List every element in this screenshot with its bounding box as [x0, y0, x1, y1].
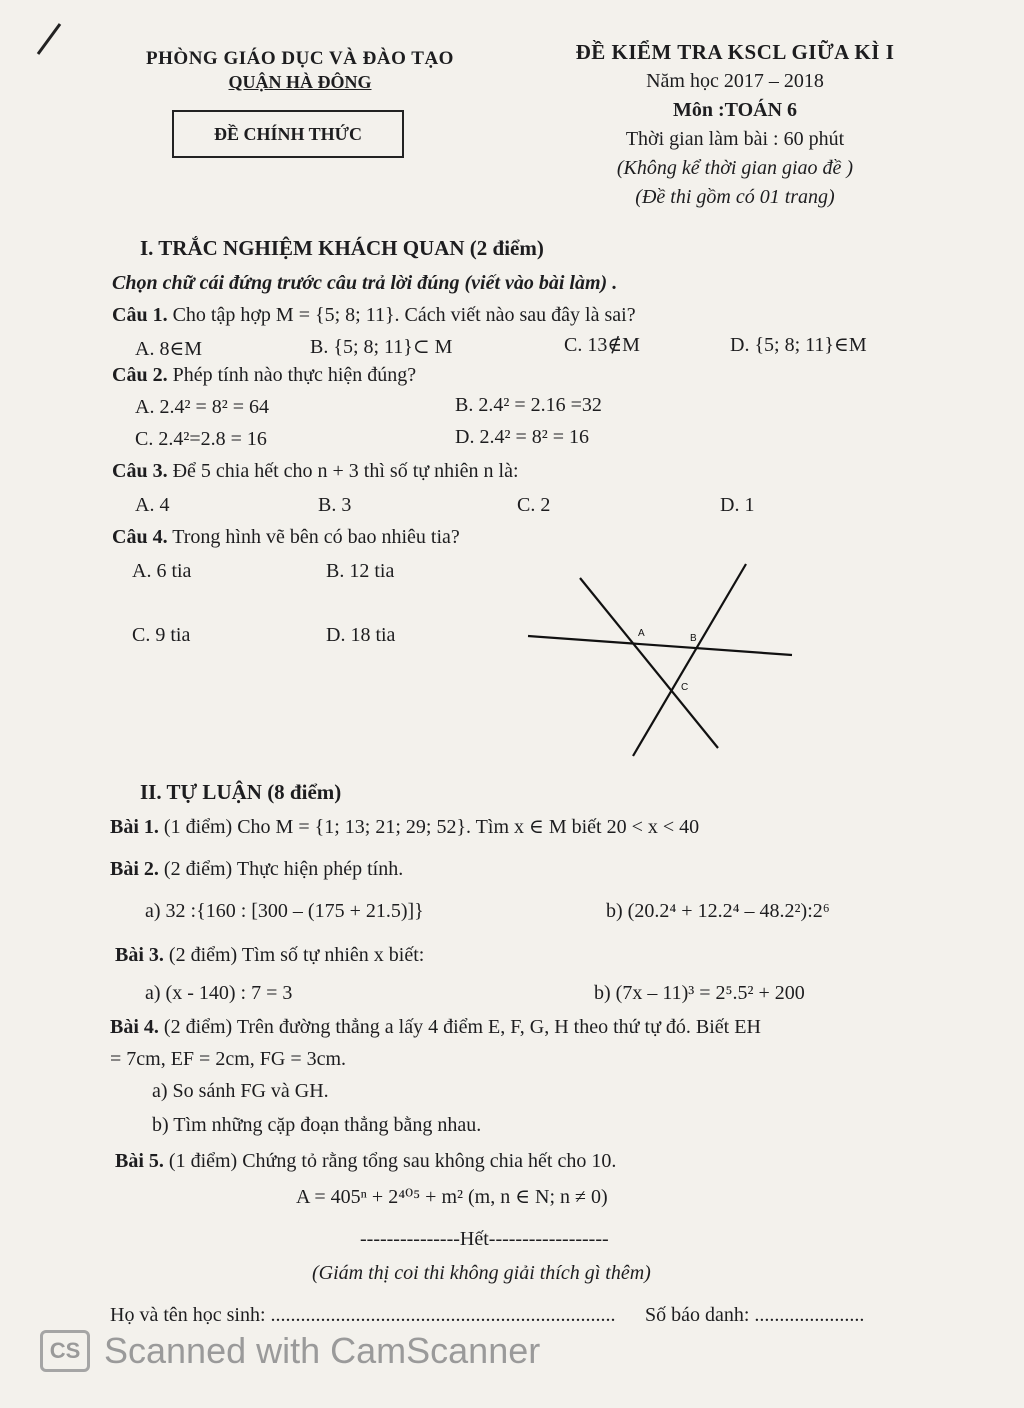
- end-marker: ---------------Hết------------------: [360, 1228, 609, 1250]
- exercise-3a: a) (x - 140) : 7 = 3: [145, 982, 293, 1004]
- exercise-4: [110, 1016, 761, 1039]
- q1-option-d: D. {5; 8; 11}∈M: [730, 334, 867, 356]
- exercise-5-formula: A = 405ⁿ + 2⁴⁰⁵ + m² (m, n ∈ N; n ≠ 0): [296, 1186, 608, 1208]
- q3-option-b: B. 3: [318, 494, 352, 516]
- official-exam-box: ĐỀ CHÍNH THỨC: [172, 110, 404, 158]
- exam-title: ĐỀ KIỂM TRA KSCL GIỮA KÌ I: [575, 40, 895, 64]
- exercise-text: (1 điểm) Chứng tỏ rằng tổng sau không chia hết cho 10.: [163, 1150, 617, 1172]
- exercise-4a: a) So sánh FG và GH.: [152, 1080, 329, 1102]
- q1-option-a: A. 8∈M: [135, 338, 203, 360]
- q1-option-b: B. {5; 8; 11}⊂ M: [310, 336, 453, 358]
- exercise-3b: b) (7x – 11)³ = 2⁵.5² + 200: [594, 982, 805, 1004]
- question-text: Cho tập hợp M = {5; 8; 11}. Cách viết nào sau đây là sai?: [167, 304, 636, 326]
- exercise-3: [115, 944, 424, 967]
- exercise-5: [115, 1150, 616, 1173]
- part1-instruction: Chọn chữ cái đứng trước câu trả lời đúng (viết vào bài làm) .: [112, 272, 618, 294]
- point-b-label: B: [690, 633, 697, 644]
- question-4: [112, 526, 460, 549]
- question-3: [112, 460, 519, 483]
- school-year: Năm học 2017 – 2018: [646, 70, 824, 92]
- rays-figure: [520, 556, 810, 766]
- question-text: Trong hình vẽ bên có bao nhiêu tia?: [167, 526, 460, 548]
- exercise-4-cont: = 7cm, EF = 2cm, FG = 3cm.: [110, 1048, 347, 1070]
- point-a-label: A: [638, 628, 645, 639]
- part2-title: II. TỰ LUẬN (8 điểm): [140, 780, 342, 804]
- line-ascending: [633, 564, 746, 756]
- exercise-2b: b) (20.2⁴ + 12.2⁴ – 48.2²):2⁶: [606, 900, 830, 922]
- q4-option-a: A. 6 tia: [132, 560, 192, 582]
- q3-option-a: A. 4: [135, 494, 170, 516]
- q1-option-c: C. 13∉M: [564, 334, 640, 356]
- q4-option-b: B. 12 tia: [326, 560, 395, 582]
- subject: Môn :TOÁN 6: [672, 99, 798, 121]
- q4-option-c: C. 9 tia: [132, 624, 191, 646]
- exercise-label: Bài 2.: [110, 858, 159, 880]
- q2-option-d: D. 2.4² = 8² = 16: [455, 426, 589, 448]
- q2-option-c: C. 2.4²=2.8 = 16: [135, 428, 267, 450]
- exercise-text: (2 điểm) Tìm số tự nhiên x biết:: [163, 944, 425, 966]
- department-line1: PHÒNG GIÁO DỤC VÀ ĐÀO TẠO: [146, 48, 454, 69]
- q2-option-b: B. 2.4² = 2.16 =32: [455, 394, 602, 416]
- scanner-text: Scanned with CamScanner: [104, 1330, 541, 1371]
- exercise-text: (2 điểm) Trên đường thẳng a lấy 4 điểm E, F, G, H theo thứ tự đó. Biết EH: [158, 1016, 761, 1038]
- exercise-label: Bài 1.: [110, 816, 159, 838]
- candidate-number-line: Số báo danh: ......................: [645, 1304, 865, 1326]
- line-horizontal: [528, 636, 792, 655]
- exercise-1: [110, 814, 699, 839]
- note-time: (Không kể thời gian giao đề ): [616, 157, 854, 179]
- question-text: Phép tính nào thực hiện đúng?: [167, 364, 417, 386]
- exercise-4b: b) Tìm những cặp đoạn thẳng bằng nhau.: [152, 1114, 482, 1136]
- exercise-label: Bài 3.: [115, 944, 164, 966]
- scanner-watermark: [40, 1330, 540, 1372]
- student-name-line: Họ và tên học sinh: .....................................................................: [110, 1304, 616, 1326]
- question-label: Câu 2.: [112, 364, 168, 386]
- note-pages: (Đề thi gồm có 01 trang): [635, 186, 835, 208]
- q4-option-d: D. 18 tia: [326, 624, 396, 646]
- department-header: [110, 48, 490, 93]
- exercise-text: (2 điểm) Thực hiện phép tính.: [158, 858, 404, 880]
- line-descending: [580, 578, 718, 748]
- duration: Thời gian làm bài : 60 phút: [625, 128, 845, 150]
- question-label: Câu 1.: [112, 304, 168, 326]
- exam-header: [540, 38, 930, 212]
- exercise-2: [110, 858, 403, 881]
- question-2: [112, 364, 416, 387]
- exercise-label: Bài 4.: [110, 1016, 159, 1038]
- q3-option-c: C. 2: [517, 494, 551, 516]
- exercise-text: (1 điểm) Cho M = {1; 13; 21; 29; 52}. Tìm x ∈ M biết 20 < x < 40: [158, 816, 700, 838]
- question-1: [112, 304, 636, 327]
- camscanner-icon: CS: [40, 1330, 90, 1372]
- point-c-label: C: [681, 682, 689, 693]
- question-label: Câu 4.: [112, 526, 168, 548]
- q3-option-d: D. 1: [720, 494, 755, 516]
- part1-title: I. TRẮC NGHIỆM KHÁCH QUAN (2 điểm): [140, 236, 544, 260]
- proctor-note: (Giám thị coi thi không giải thích gì thêm): [312, 1262, 651, 1284]
- question-label: Câu 3.: [112, 460, 168, 482]
- department-line2: QUẬN HÀ ĐÔNG: [228, 72, 372, 92]
- exercise-2a: a) 32 :{160 : [300 – (175 + 21.5)]}: [145, 900, 424, 922]
- q2-option-a: A. 2.4² = 8² = 64: [135, 396, 269, 418]
- pen-mark: [30, 20, 70, 60]
- exercise-label: Bài 5.: [115, 1150, 164, 1172]
- question-text: Để 5 chia hết cho n + 3 thì số tự nhiên n là:: [167, 460, 519, 482]
